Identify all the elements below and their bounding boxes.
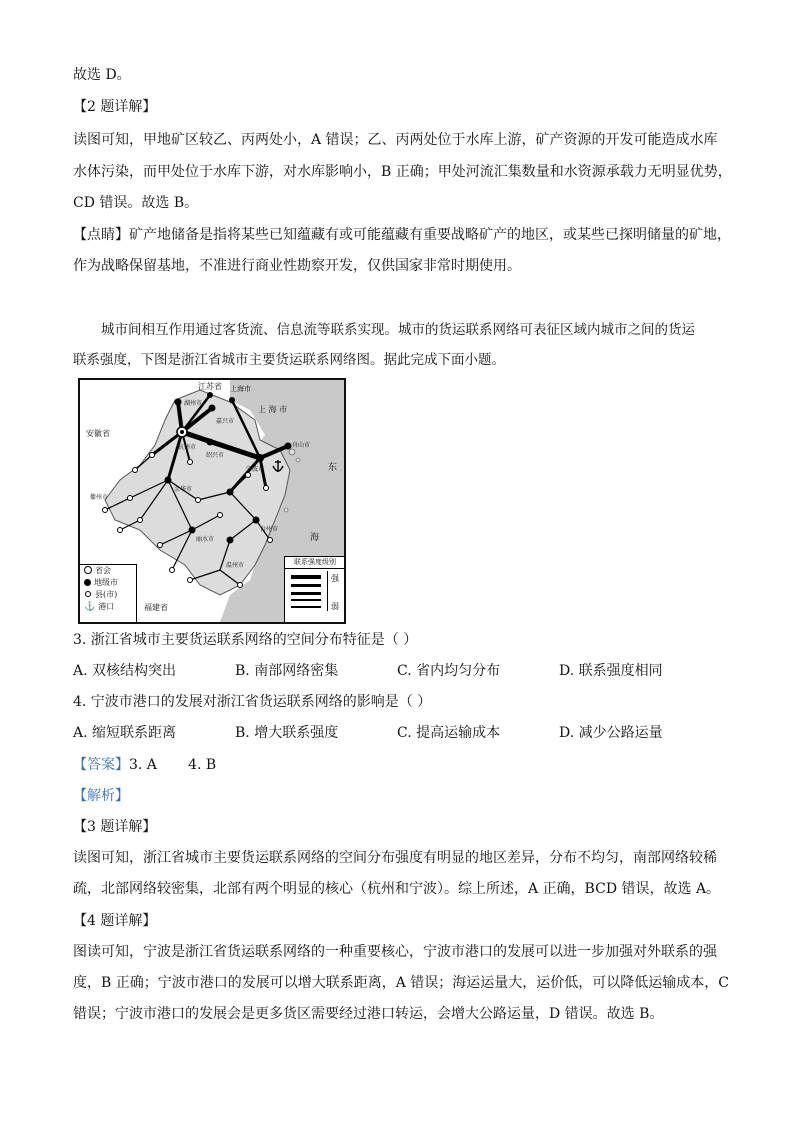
q3-option-c[interactable]: C. 省内均匀分布: [397, 663, 501, 679]
label-jiangsu: 江苏省: [198, 382, 222, 391]
freight-network-map: [78, 378, 346, 624]
capital-symbol-icon: [84, 566, 92, 574]
q2-title: 【2 题详解】: [73, 99, 157, 115]
strength-strong: 强: [331, 574, 339, 583]
legend-capital: 省会: [95, 566, 111, 575]
intro-line-1: 城市间相互作用通过客货流、信息流等联系实现。城市的货运联系网络可表征区域内城市之间的货运: [101, 322, 695, 338]
answer-line: [73, 755, 723, 775]
label-taizhou: 台州市: [260, 526, 279, 533]
q3-title: 【3 题详解】: [73, 819, 157, 835]
legend-county: 县(市): [95, 590, 118, 599]
q3-option-d[interactable]: D. 联系强度相同: [559, 663, 663, 679]
label-anhui: 安徽省: [86, 429, 110, 438]
label-ningbo: 宁波市: [246, 466, 265, 473]
label-zhoushan: 舟山市: [292, 442, 311, 449]
intro-line-2: 联系强度，下图是浙江省城市主要货运联系网络图。据此完成下面小题。: [73, 352, 505, 368]
legend-prefecture: 地级市: [94, 578, 118, 587]
county-symbol-icon: [85, 591, 91, 597]
q4-option-a[interactable]: A. 缩短联系距离: [73, 725, 177, 741]
port-symbol-icon: ⚓: [84, 602, 96, 612]
analysis-label: 【解析】: [73, 788, 129, 804]
label-jiaxing: 嘉兴市: [216, 418, 235, 425]
q3-text-line-1: 读图可知，浙江省城市主要货运联系网络的空间分布强度有明显的地区差异，分布不均匀，南部网络较稀: [73, 850, 717, 866]
q3-text-line-2: 疏，北部网络较密集，北部有两个明显的核心（杭州和宁波）。综上所述，A 正确，BCD 错误，故选 A。: [73, 881, 721, 897]
tip-line-1: 【点睛】矿产地储备是指将某些已知蕴藏有或可能蕴藏有重要战略矿产的地区，或某些已探明储量的矿地，: [73, 227, 731, 243]
label-shanghai: 上 海 市: [258, 405, 288, 414]
q4-option-d[interactable]: D. 减少公路运量: [559, 725, 663, 741]
q4-option-c[interactable]: C. 提高运输成本: [397, 725, 501, 741]
question-3-stem: 3. 浙江省城市主要货运联系网络的空间分布特征是（ ）: [73, 632, 418, 648]
answer-text: 3. A 4. B: [129, 757, 217, 773]
label-shanghai-city: 上海市: [230, 385, 251, 393]
q2-text-line-2: 水体污染，而甲处位于水库下游，对水库影响小，B 正确；甲处河流汇集数量和水资源承载力无明显优势，: [73, 164, 732, 180]
question-4-stem: 4. 宁波市港口的发展对浙江省货运联系网络的影响是（ ）: [73, 694, 432, 710]
q3-option-b[interactable]: B. 南部网络密集: [235, 663, 339, 679]
label-quzhou: 衢州市: [90, 494, 109, 501]
strength-title: 联系强度级别: [285, 557, 345, 569]
label-shaoxing: 绍兴市: [206, 452, 225, 459]
q2-text-line-3: CD 错误。故选 B。: [73, 195, 199, 211]
label-hangzhou: 杭州市: [178, 444, 197, 451]
label-hai: 海: [310, 533, 320, 543]
q2-text-line-1: 读图可知，甲地矿区较乙、丙两处小，A 错误；乙、丙两处位于水库上游，矿产资源的开发可能造成水库: [73, 132, 718, 148]
q4-option-b[interactable]: B. 增大联系强度: [235, 725, 339, 741]
q4-text-line-1: 图读可知，宁波是浙江省货运联系网络的一种重要核心，宁波市港口的发展可以进一步加强对外联系的强: [73, 944, 717, 960]
symbol-legend: [80, 564, 137, 623]
strength-weak: 弱: [331, 602, 339, 611]
q4-title: 【4 题详解】: [73, 913, 157, 929]
legend-port: 港口: [98, 602, 115, 611]
label-lishui: 丽水市: [196, 536, 215, 543]
label-jinhua: 金华市: [174, 486, 193, 493]
strength-legend: [284, 556, 345, 623]
prev-answer-line: 故选 D。: [73, 67, 131, 83]
q3-option-a[interactable]: A. 双核结构突出: [73, 663, 177, 679]
prefecture-symbol-icon: [84, 579, 91, 586]
tip-line-2: 作为战略保留基地，不准进行商业性勘察开发，仅供国家非常时期使用。: [73, 258, 521, 274]
label-fujian: 福建省: [144, 603, 168, 612]
label-dong: 东: [328, 463, 338, 473]
label-wenzhou: 温州市: [226, 562, 245, 569]
answer-label: 【答案】: [73, 757, 129, 773]
q4-text-line-3: 错误；宁波市港口的发展会是更多货区需要经过港口转运，会增大公路运量，D 错误。故选 B。: [73, 1006, 664, 1022]
label-huzhou: 湖州市: [184, 400, 203, 407]
q4-text-line-2: 度，B 正确；宁波市港口的发展可以增大联系距离，A 错误；海运运量大，运价低，可以降低运输成本，C: [73, 975, 730, 991]
